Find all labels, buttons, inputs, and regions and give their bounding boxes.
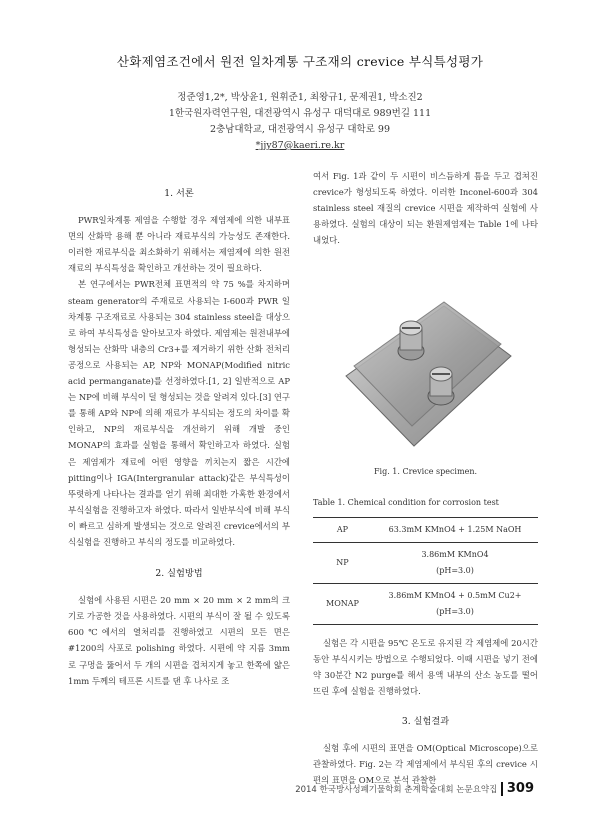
method-paragraph-3: 실험은 각 시편을 95℃ 온도로 유지된 각 제염제에 20시간 동안 부식시키는 방법으로 수행되었다. 이때 시편을 넣기 전에 약 30분간 N2 purge를 해서 용액 내부의 산소 농도를 떨어뜨린 후에 실험을 진행하였다.	[313, 638, 538, 697]
author-block	[0, 90, 600, 154]
table-row	[313, 517, 538, 542]
table-cell-value: 3.86mM KMnO4 (pH=3.0)	[421, 549, 489, 575]
page-number: 309	[506, 781, 534, 796]
intro-paragraph-1: PWR일차계통 제염을 수행할 경우 제염제에 의한 내부표면의 산화막 용해 뿐 아니라 재료부식의 가능성도 존재한다. 이러한 재료부식을 최소화하기 위해서는 제염제에 의한 원전 재료의 부식특성을 확인하고 개선하는 것이 필요하다.	[68, 215, 290, 274]
crevice-specimen-photo	[326, 256, 526, 456]
table-caption: Table 1. Chemical condition for corrosion test	[313, 497, 499, 507]
section-heading-method: 2. 실험방법	[155, 568, 203, 580]
author-names: 정준영1,2*, 박상윤1, 원휘준1, 최왕규1, 문제권1, 박소진2	[177, 92, 423, 103]
results-paragraph-1: 실험 후에 시편의 표면을 OM(Optical Microscope)으로 관찰하였다. Fig. 2는 각 제염제에서 부식된 후의 crevice 시편의 표면을 OM으로 분석 관찰한	[313, 742, 538, 785]
footer-text: 2014 한국방사성폐기물학회 춘계학술대회 논문요약집	[295, 784, 498, 795]
table-cell-value: 63.3mM KMnO4 + 1.25M NaOH	[388, 524, 522, 534]
footer-divider	[501, 782, 503, 796]
method-paragraph-2: 여서 Fig. 1과 같이 두 시편이 비스듬하게 틈을 두고 겹쳐진 crevice가 형성되도록 하였다. 이러한 Inconel-600과 304 stainless steel 재질의 crevice 시편을 제작하여 실험에 사용하였다. 실험의 대상이 되는 환원제염제는 Table 1에 나타내었다.	[313, 171, 538, 246]
section-heading-intro: 1. 서론	[164, 188, 194, 199]
table-cell-value: 3.86mM KMnO4 + 0.5mM Cu2+ (pH=3.0)	[388, 590, 522, 617]
page-footer	[295, 781, 534, 796]
table-cell-name: AP	[336, 524, 349, 534]
affiliation-2: 2충남대학교, 대전광역시 유성구 대학로 99	[209, 124, 391, 135]
chemical-condition-table	[313, 517, 538, 625]
intro-paragraph-2: 본 연구에서는 PWR전체 표면적의 약 75 %를 차지하며 steam generator의 주재료로 사용되는 I-600과 PWR 일차계통 구조재료로 사용되는 304 stainless steel을 대상으로 하여 부식특성을 알아보고자 하였다. 제염제는 원전내부에 형성되는 산화막 내층의 Cr3+를 제거하기 위한 산화 전처리 공정으로 사용되는 AP, NP와 MONAP(Modified nitric acid permanganate)를 선정하였다.[1, 2] 일반적으로 AP는 NP에 비해 부식이 덜 형성되는 것을 알려져 있다.[3] 연구를 통해 AP와 NP에 의해 재료가 부식되는 정도의 차이를 확인하고, NP의 재료부식을 개선하기 위해 개발 중인 MONAP의 효과를 실험을 통해서 확인하고자 하였다. 실험은 제염제가 재료에 어떤 영향을 끼치는지 짧은 시간에 pitting이나 IGA(Intergranular attack)같은 부식특성이 뚜렷하게 나타나는 결과를 얻기 위해 최대한 가혹한 환경에서 부식실험을 진행하고자 하였다. 따라서 일반부식에 비해 부식이 빠르고 심하게 발생되는 것으로 알려진 crevice에서의 부식실험을 진행하고 부식의 정도를 비교하였다.	[68, 279, 290, 547]
author-email[interactable]: *jjy87@kaeri.re.kr	[255, 140, 345, 151]
figure-caption: Fig. 1. Crevice specimen.	[373, 467, 478, 477]
table-row	[313, 542, 538, 583]
table-cell-name: MONAP	[326, 598, 359, 608]
table-row	[313, 583, 538, 624]
screw-1	[398, 321, 424, 360]
method-paragraph-1: 실험에 사용된 시편은 20 mm × 20 mm × 2 mm의 크기로 가공한 것을 사용하였다. 시편의 부식이 잘 될 수 있도록 600℃에서의 열처리를 진행하였고 시편의 모든 면은 #1200의 사포로 polishing 하였다. 시편에 약 지름 3mm로 구멍을 뚫어서 두 개의 시편을 겹쳐지게 놓고 한쪽에 얇은 1mm 두께의 테프론 시트를 댄 후 나사로 조	[68, 595, 290, 686]
specimen-image	[326, 256, 526, 456]
screw-2	[428, 367, 454, 405]
affiliation-1: 1한국원자력연구원, 대전광역시 유성구 대덕대로 989번길 111	[168, 108, 432, 119]
right-column	[313, 168, 538, 788]
table-cell-name: NP	[336, 557, 349, 567]
section-heading-results: 3. 실험결과	[401, 715, 450, 727]
left-column	[68, 180, 290, 689]
paper-title: 산화제염조건에서 원전 일차계통 구조재의 crevice 부식특성평가	[116, 54, 484, 69]
